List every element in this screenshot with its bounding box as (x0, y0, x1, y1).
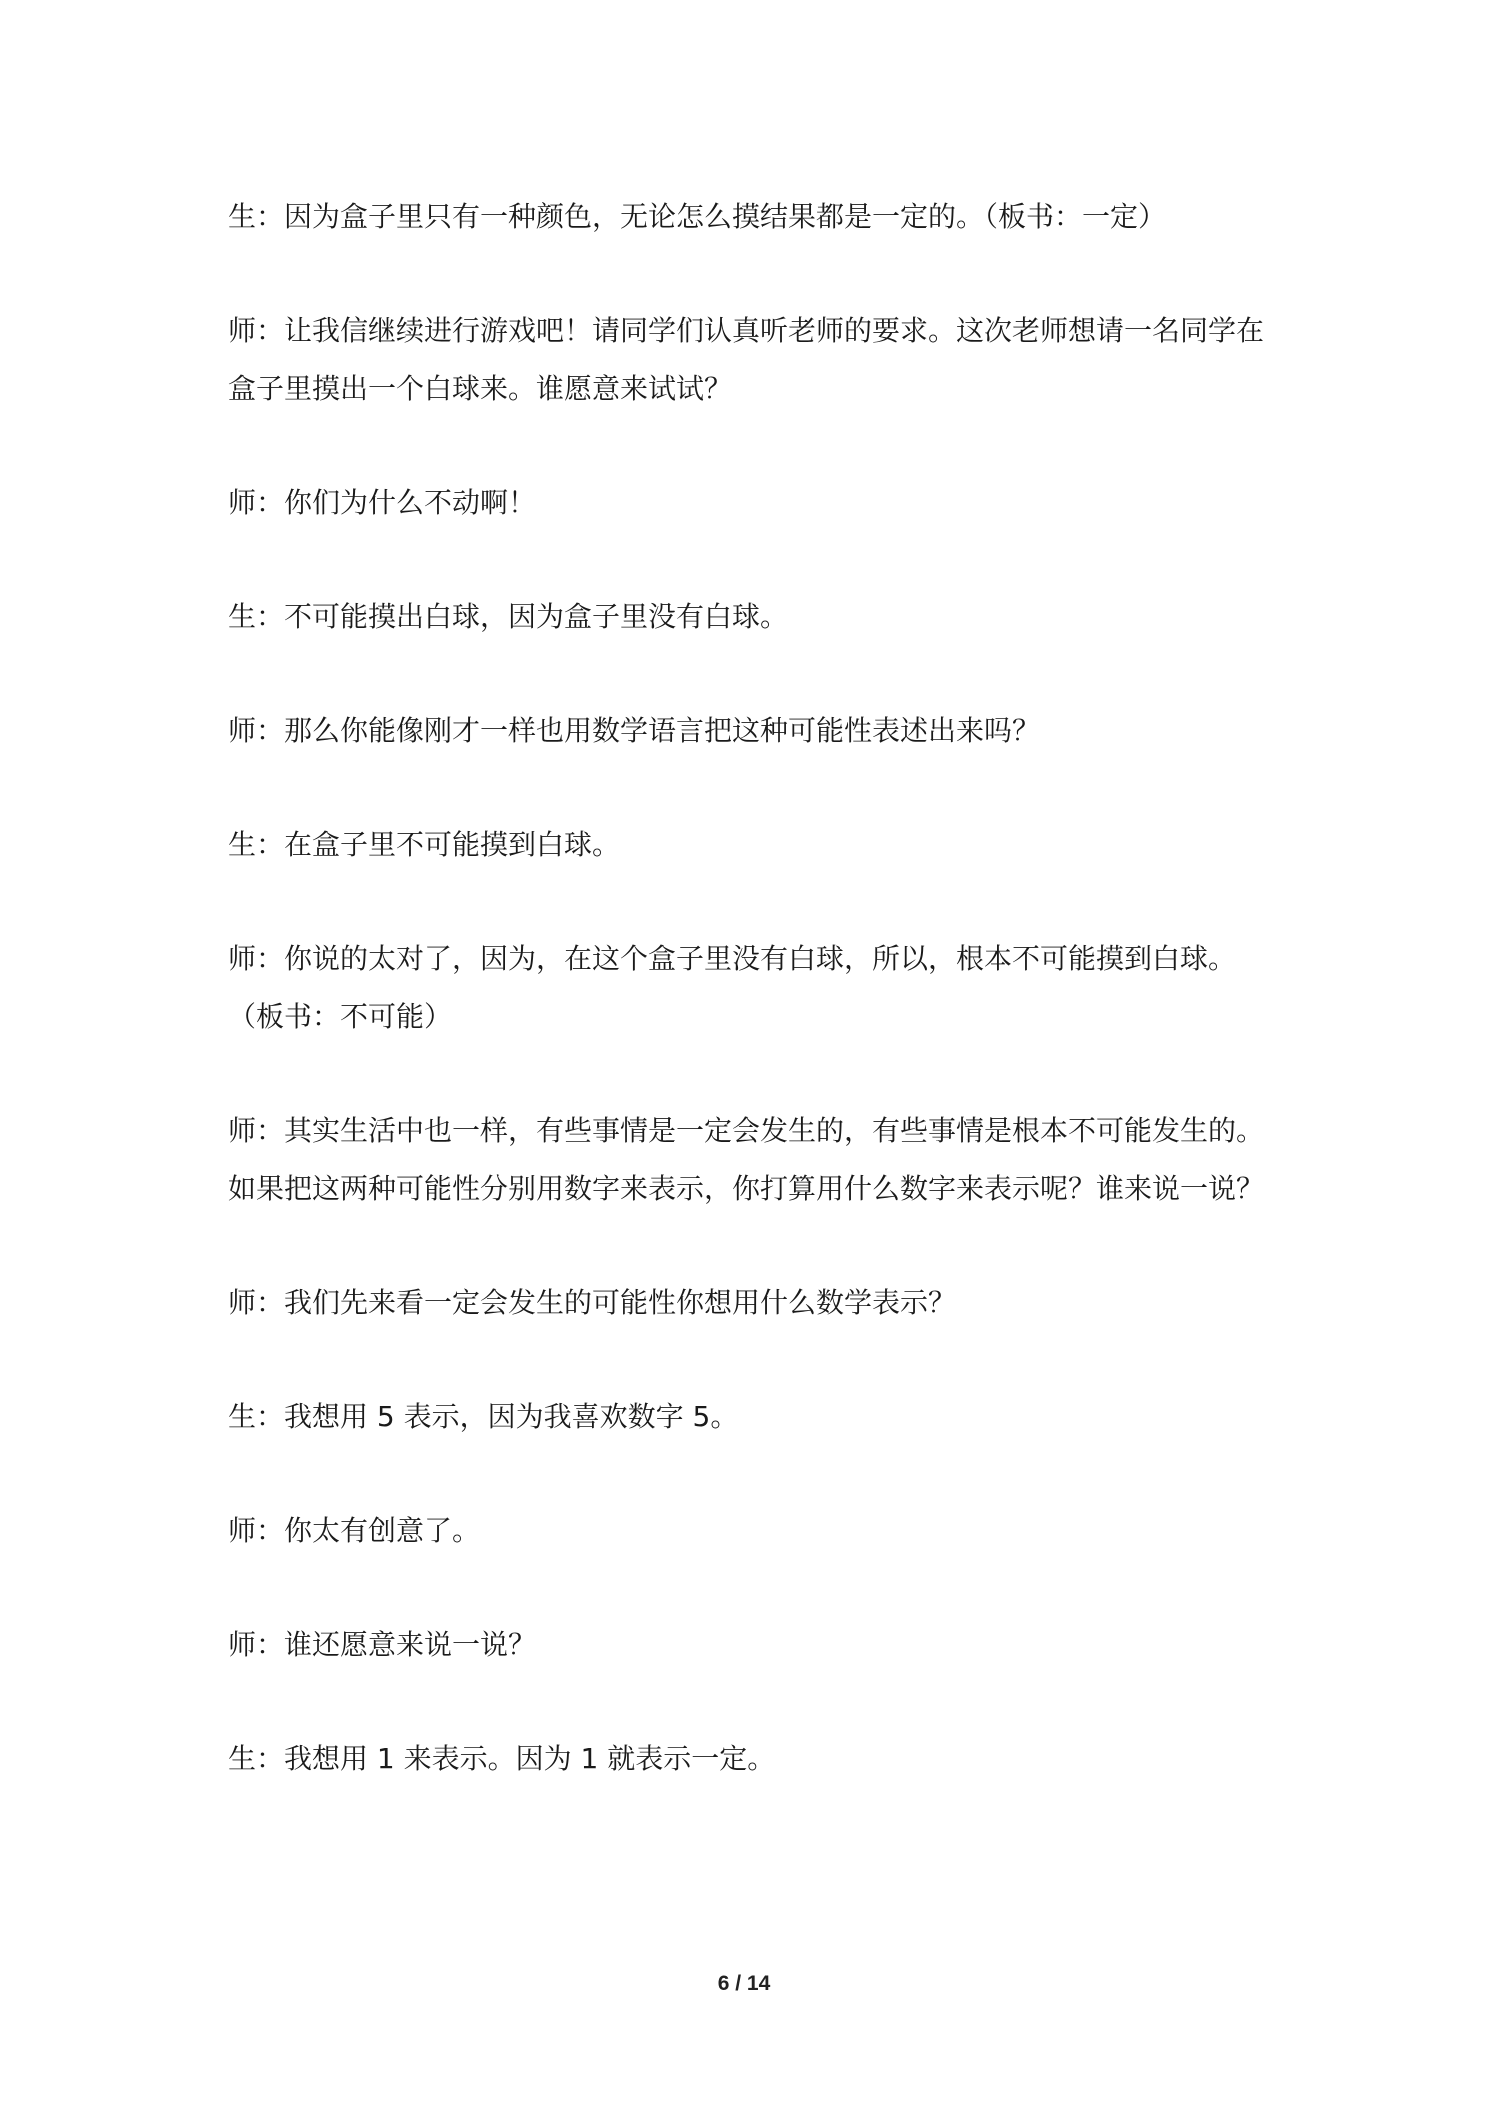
paragraph: 师：那么你能像刚才一样也用数学语言把这种可能性表述出来吗？ (228, 714, 1041, 747)
paragraph: 师：谁还愿意来说一说？ (228, 1628, 537, 1661)
paragraph: 师：让我信继续进行游戏吧！请同学们认真听老师的要求。这次老师想请一名同学在盒子里摸出一个白球来。谁愿意来试试？ (228, 314, 1265, 405)
paragraph: 师：你太有创意了。 (228, 1514, 481, 1547)
page-number: 6 / 14 (717, 1972, 771, 1995)
paragraph: 生：在盒子里不可能摸到白球。 (228, 828, 621, 861)
paragraph: 师：其实生活中也一样，有些事情是一定会发生的，有些事情是根本不可能发生的。如果把这两种可能性分别用数字来表示，你打算用什么数字来表示呢？谁来说一说？ (228, 1114, 1265, 1205)
paragraph: 生：不可能摸出白球，因为盒子里没有白球。 (228, 600, 789, 633)
paragraph: 师：你们为什么不动啊！ (228, 486, 537, 519)
paragraph: 师：你说的太对了，因为，在这个盒子里没有白球，所以，根本不可能摸到白球。（板书：不可能） (228, 942, 1237, 1033)
paragraph: 师：我们先来看一定会发生的可能性你想用什么数学表示？ (228, 1286, 957, 1319)
paragraph: 生：我想用 5 表示，因为我喜欢数字 5。 (228, 1400, 739, 1433)
document-body (228, 188, 1272, 1788)
paragraph: 生：因为盒子里只有一种颜色，无论怎么摸结果都是一定的。（板书：一定） (228, 200, 1167, 233)
paragraph: 生：我想用 1 来表示。因为 1 就表示一定。 (228, 1742, 776, 1775)
